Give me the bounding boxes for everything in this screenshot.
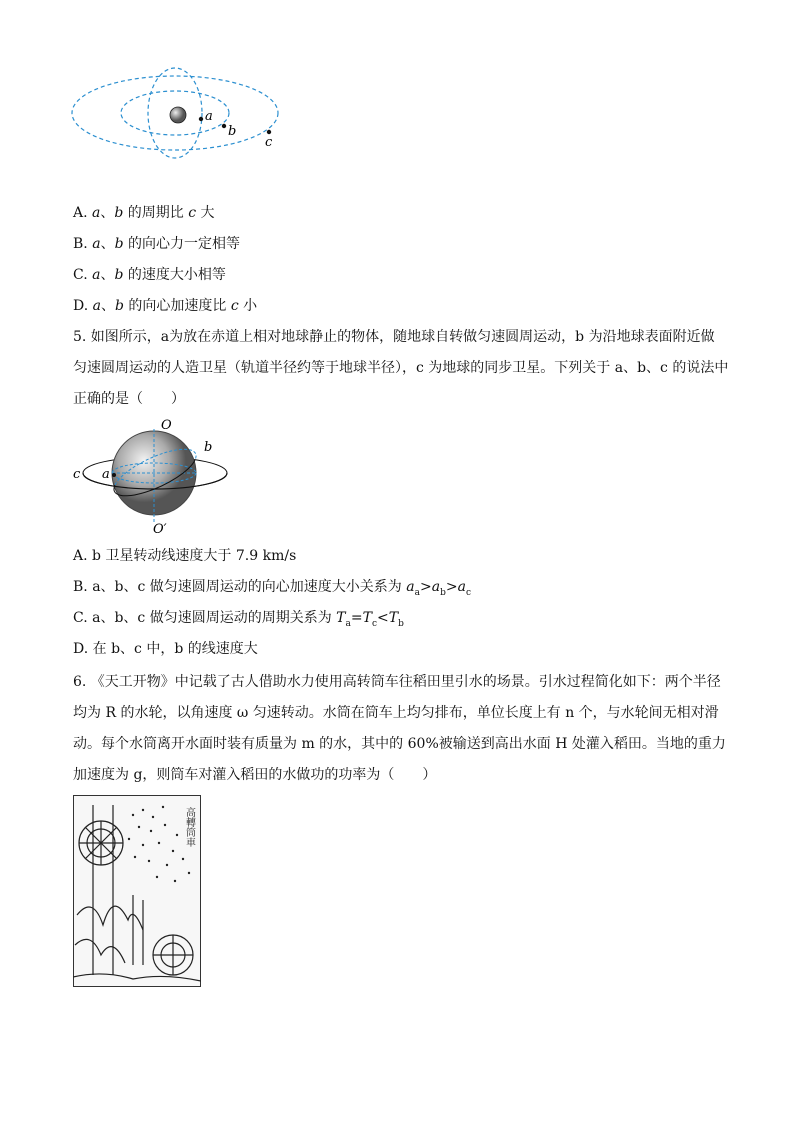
- q6-stem-line2: 均为 R 的水轮，以角速度 ω 匀速转动。水筒在筒车上均匀排布，单位长度上有 n 个，与水轮间无相对滑: [73, 705, 719, 721]
- label-a: a: [205, 109, 213, 124]
- q4-option-b: B. a、b 的向心力一定相等: [73, 236, 240, 252]
- caption-gaozhuan-tongche: 高轉筒車: [183, 807, 195, 847]
- label-b: b: [228, 124, 237, 139]
- q5-option-a: A. b 卫星转动线速度大于 7.9 km/s: [73, 548, 297, 564]
- q6-stem-line3: 动。每个水筒离开水面时装有质量为 m 的水，其中的 60%被输送到高出水面 H 处灌入稻田。当地的重力: [73, 736, 726, 752]
- q5-stem-line1: 5. 如图所示，a为放在赤道上相对地球静止的物体，随地球自转做匀速圆周运动，b 为沿地球表面附近做: [73, 329, 715, 345]
- label-a: a: [102, 467, 110, 482]
- label-c: c: [265, 135, 273, 150]
- point-c: [267, 130, 271, 134]
- water-wheel-illustration: [73, 795, 201, 987]
- point-b: [222, 124, 226, 128]
- q6-stem-line1: 6. 《天工开物》中记载了古人借助水力使用高转筒车往稻田里引水的场景。引水过程简化如下：两个半径: [73, 674, 721, 690]
- label-b: b: [204, 440, 213, 455]
- q5-stem-line3: 正确的是（ ）: [73, 391, 185, 407]
- earth: [170, 107, 186, 123]
- q5-option-c: C. a、b、c 做匀速圆周运动的周期关系为 $T_a=T_c<T_b$: [73, 610, 404, 629]
- label-c: c: [73, 467, 81, 482]
- point-a: [199, 117, 203, 121]
- q4-option-a: A. a、b 的周期比 c 大: [73, 205, 215, 221]
- q4-option-c: C. a、b 的速度大小相等: [73, 267, 226, 283]
- q5-option-d: D. 在 b、c 中，b 的线速度大: [73, 641, 258, 657]
- point-a: [112, 473, 116, 477]
- q4-option-d: D. a、b 的向心加速度比 c 小: [73, 298, 258, 314]
- q5-option-b: B. a、b、c 做匀速圆周运动的向心加速度大小关系为 $a_a>a_b>a_c$: [73, 579, 471, 598]
- q5-stem-line2: 匀速圆周运动的人造卫星（轨道半径约等于地球半径），c 为地球的同步卫星。下列关于 a、b、c 的说法中: [73, 360, 729, 376]
- q6-stem-line4: 加速度为 g，则筒车对灌入稻田的水做功的功率为（ ）: [73, 767, 437, 783]
- label-O: O: [161, 418, 172, 433]
- label-O-prime: O′: [153, 522, 167, 537]
- earth-satellite-figure: [70, 415, 235, 537]
- orbit-figure: [70, 65, 285, 160]
